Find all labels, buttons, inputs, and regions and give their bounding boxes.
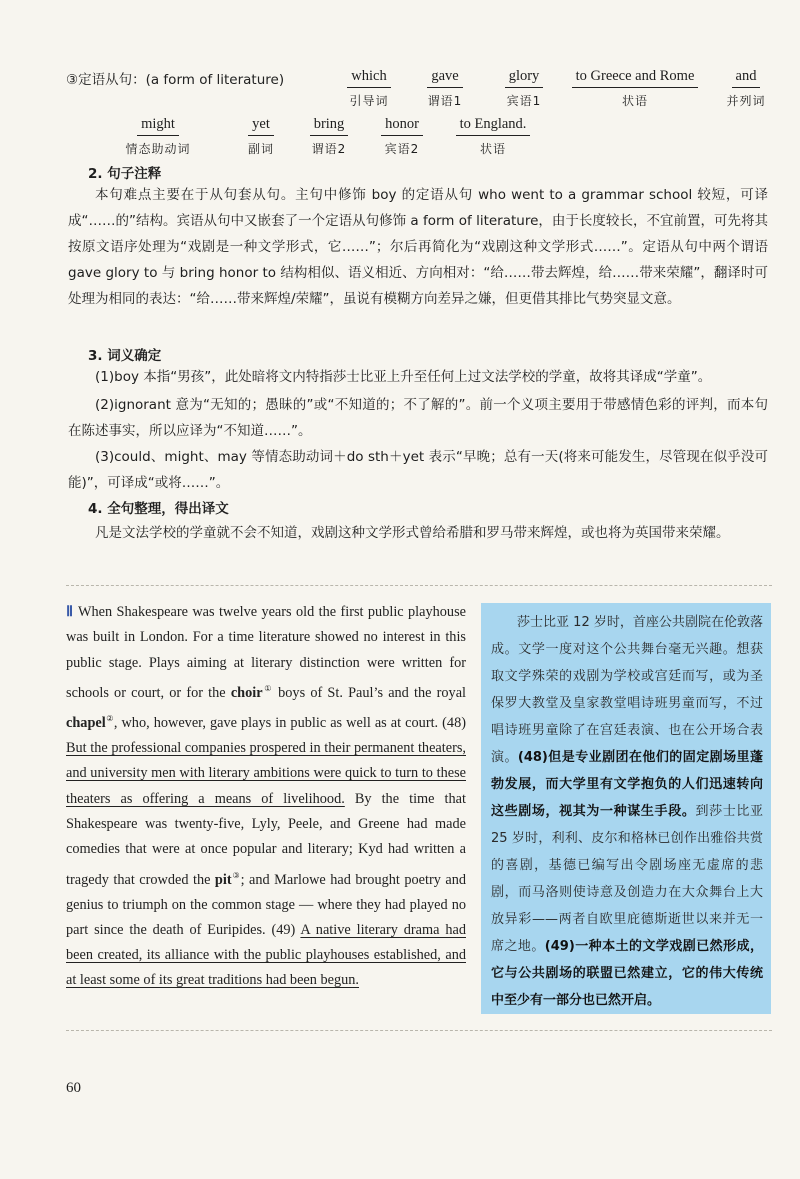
structure-row-1 (0, 68, 800, 114)
structure-item: yet 副词 (247, 116, 274, 156)
notes-heading: 2. 句子注释 (88, 166, 162, 182)
structure-item: bring 谓语2 (311, 116, 347, 156)
word-item: (2)ignorant 意为“无知的；愚昧的”或“不知道的；不了解的”。前一个义项主要用于带感情色彩的评判，而本句在陈述事实，所以应译为“不知道……”。 (68, 397, 768, 439)
divider-top (66, 585, 772, 586)
page-number: 60 (66, 1080, 81, 1096)
structure-item: might 情态助动词 (125, 116, 191, 156)
structure-item: gave 谓语1 (427, 68, 463, 108)
passage-marker: Ⅱ (66, 604, 74, 620)
translation-text: 莎士比亚 12 岁时，首座公共剧院在伦敦落成。文学一度对这个公共舞台毫无兴趣。想获取文学殊荣的戏剧为学校或宫廷而写，或为圣保罗大教堂及皇家教堂唱诗班男童而写，不过唱诗班男童除了在宫廷表演、也在公开场合表演。 (491, 615, 763, 765)
translation-49: (49)一种本土的文学戏剧已然形成，它与公共剧场的联盟已然建立，它的伟大传统中至少有一部分也已然开启。 (491, 939, 763, 1008)
final-heading: 4. 全句整理，得出译文 (88, 501, 229, 517)
notes-paragraph: 本句难点主要在于从句套从句。主句中修饰 boy 的定语从句 who went to a grammar school 较短，可译成“……的”结构。宾语从句中又嵌套了一个定语从句修饰 a form of literature，由于长度较长，不宜前置，可先将其按原文语序处理为“戏剧是一种文学形式，它……”；尔后再简化为“戏剧这种文学形式……”。定语从句中两个谓语 gave glory to 与 bring honor to 结构相似、语义相近、方向相对：“给……带去辉煌，给……带来荣耀”，翻译时可处理为相同的表达：“给……带来辉煌/荣耀”，虽说有模糊方向差异之嫌，但更借其排比气势突显文意。 (68, 187, 768, 307)
structure-item: and 并列词 (726, 68, 766, 108)
structure-item: to England. 状语 (448, 116, 538, 157)
word-item: (1)boy 本指“男孩”，此处暗将文内特指莎士比亚上升至任何上过文法学校的学童，故将其译成“学童”。 (95, 369, 712, 385)
structure-item: glory 宾语1 (506, 68, 542, 108)
structure-row-2 (0, 116, 800, 162)
sentence-48: But the professional companies prospered in their permanent theaters, and university men with literary ambitions were quick to turn to these theaters as offering a means of livelihood. (66, 740, 466, 807)
final-translation: 凡是文法学校的学童就不会不知道，戏剧这种文学形式曾给希腊和罗马带来辉煌，或也将为英国带来荣耀。 (95, 525, 730, 541)
structure-label: ③定语从句：(a form of literature) (66, 72, 285, 88)
translation-text: 到莎士比亚 25 岁时，利利、皮尔和格林已创作出雅俗共赏的喜剧，基德已编写出令剧场座无虚席的悲剧，而马洛则使诗意及创造力在大众舞台上大放异彩——两者自欧里庇德斯逝世以来并无一席之地。 (491, 804, 763, 954)
translation-48: (48)但是专业剧团在他们的固定剧场里蓬勃发展，而大学里有文学抱负的人们迅速转向这些剧场，视其为一种谋生手段。 (491, 750, 763, 819)
translation-box (481, 603, 771, 1014)
words-heading: 3. 词义确定 (88, 348, 162, 364)
word-item: (3)could、might、may 等情态助动词＋do sth＋yet 表示“早晚；总有一天(将来可能发生，尽管现在似乎没可能)”，可译成“或将……”。 (68, 449, 768, 491)
divider-bottom (66, 1030, 772, 1031)
english-passage: Ⅱ When Shakespeare was twelve years old the first public playhouse was built in London. For a time literature showed no interest in this public stage. Plays aiming at literary distinction were written for schools or court, or for the choir① boys of St. Paul’s and the royal chapel②, who, however, gave plays in public as well as at court. (48) But the professional companies prospered in their permanent theaters, and university men with literary ambitions were quick to turn to these theaters as offering a means of livelihood. By the time that Shakespeare was twenty-five, Lyly, Peele, and Greene had made comedies that were at once popular and literary; Kyd had written a tragedy that crowded the pit③; and Marlowe had brought poetry and genius to triumph on the common stage — where they had played no part since the death of Euripides. (49) A native literary drama had been created, its alliance with the public playhouses established, and at least some of its great traditions had been begun. (66, 604, 467, 989)
structure-item: honor 宾语2 (370, 116, 434, 157)
structure-item: to Greece and Rome 状语 (562, 68, 708, 109)
sentence-49: A native literary drama had been created, its alliance with the public playhouses established, and at least some of its great traditions had been begun. (66, 921, 466, 989)
structure-item: which 引导词 (334, 68, 404, 109)
